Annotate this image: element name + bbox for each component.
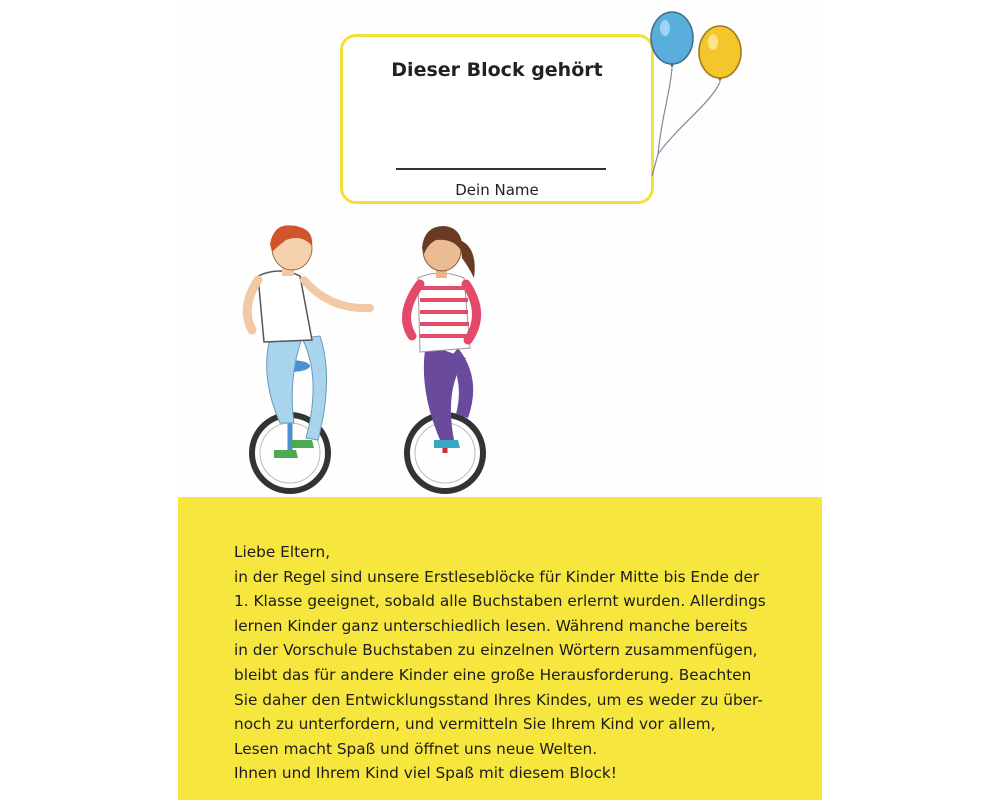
- letter-line: Ihnen und Ihrem Kind viel Spaß mit diesem Block!: [234, 764, 617, 783]
- letter-line: lernen Kinder ganz unterschiedlich lesen. Während manche bereits: [234, 616, 748, 635]
- boy-figure: [247, 225, 370, 491]
- yellow-balloon: [699, 26, 741, 82]
- letter-line: noch zu unterfordern, und vermitteln Sie Ihrem Kind vor allem,: [234, 715, 716, 734]
- letter-line: 1. Klasse geeignet, sobald alle Buchstaben erlernt wurden. Allerdings: [234, 592, 766, 611]
- unicycle-children-illustration: [230, 218, 510, 503]
- balloon-strings: [652, 68, 720, 176]
- girl-figure: [407, 226, 483, 491]
- name-box-title: Dieser Block gehört: [391, 59, 603, 81]
- letter-line: Liebe Eltern,: [234, 543, 331, 561]
- letter-line: in der Regel sind unsere Erstleseblöcke für Kinder Mitte bis Ende der: [234, 567, 760, 586]
- parents-letter: [234, 540, 794, 786]
- parents-letter-panel: [178, 497, 822, 800]
- letter-line: Sie daher den Entwicklungsstand Ihres Kindes, um es weder zu über-: [234, 690, 763, 709]
- letter-line: in der Vorschule Buchstaben zu einzelnen Wörtern zusammenfügen,: [234, 641, 758, 660]
- balloons-illustration: [630, 4, 760, 184]
- name-label: Dein Name: [455, 181, 539, 199]
- letter-line: bleibt das für andere Kinder eine große Herausforderung. Beachten: [234, 665, 752, 684]
- name-box: [340, 34, 654, 204]
- letter-line: Lesen macht Spaß und öffnet uns neue Welten.: [234, 739, 598, 758]
- blue-balloon: [651, 12, 693, 68]
- name-line: [396, 168, 606, 170]
